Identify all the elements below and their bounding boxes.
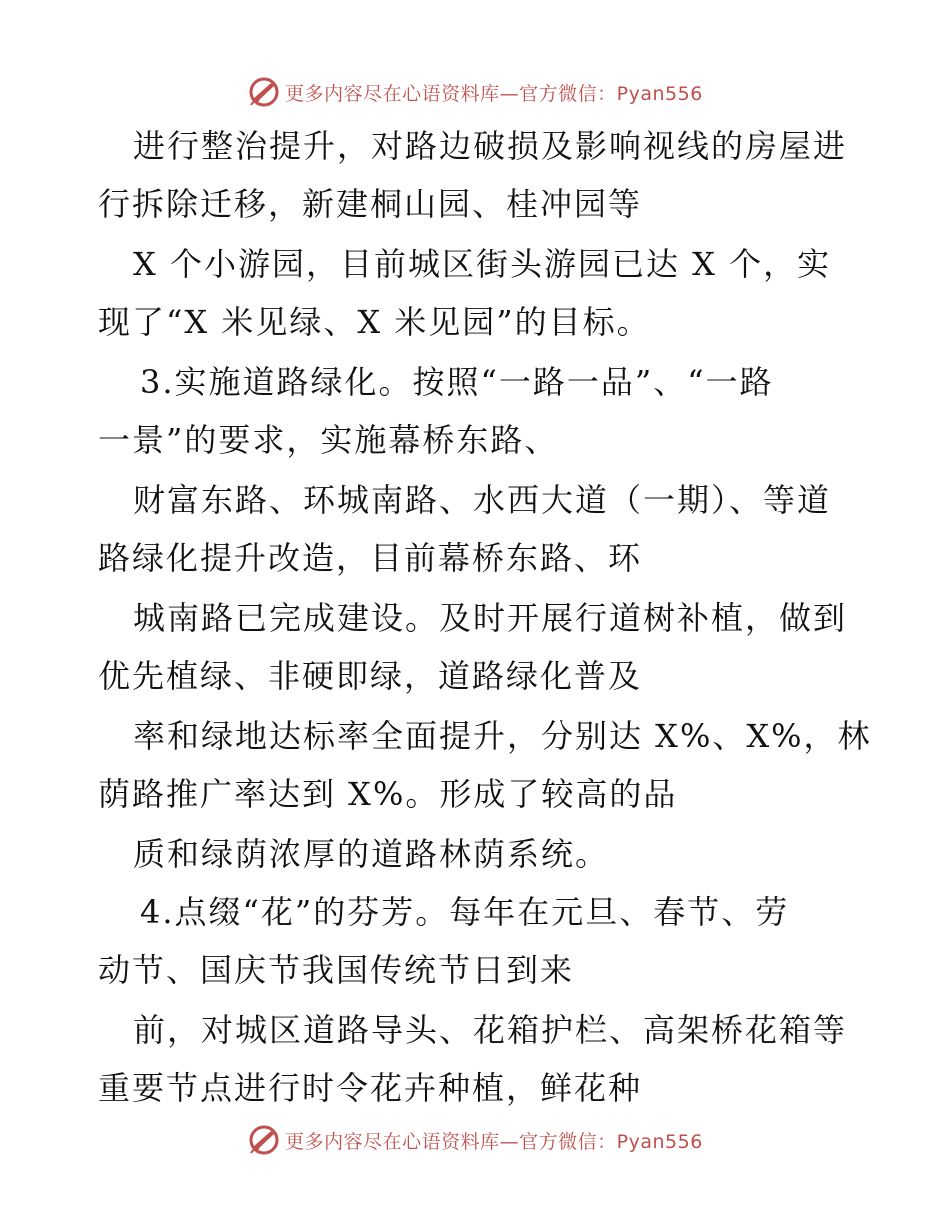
footer-banner-text: 更多内容尽在心语资料库—官方微信：Pyan556 xyxy=(285,1130,703,1153)
body-line: 优先植绿、非硬即绿，道路绿化普及 xyxy=(98,657,643,695)
body-line: 路绿化提升改造，目前幕桥东路、环 xyxy=(98,539,643,577)
body-line: 行拆除迁移，新建桐山园、桂冲园等 xyxy=(98,185,643,223)
body-line: 现了“X 米见绿、X 米见园”的目标。 xyxy=(98,303,651,341)
header-banner-text: 更多内容尽在心语资料库—官方微信：Pyan556 xyxy=(285,82,703,105)
body-line: 重要节点进行时令花卉种植，鲜花种 xyxy=(98,1069,643,1107)
body-line: 质和绿荫浓厚的道路林荫系统。 xyxy=(133,835,610,873)
body-line: 动节、国庆节我国传统节日到来 xyxy=(98,951,575,989)
body-line: 4.点缀“花”的芬芳。每年在元旦、春节、劳 xyxy=(140,893,790,931)
footer-banner xyxy=(0,1120,950,1160)
body-line: 城南路已完成建设。及时开展行道树补植，做到 xyxy=(133,599,848,637)
body-line: X 个小游园，目前城区街头游园已达 X 个，实 xyxy=(133,245,832,283)
pen-nib-logo-icon xyxy=(247,1123,281,1157)
body-line: 前，对城区道路导头、花箱护栏、高架桥花箱等 xyxy=(133,1011,848,1049)
body-line: 3.实施道路绿化。按照“一路一品”、“一路 xyxy=(140,363,774,401)
body-line: 荫路推广率达到 X%。形成了较高的品 xyxy=(98,775,678,813)
body-line: 进行整治提升，对路边破损及影响视线的房屋进 xyxy=(133,127,848,165)
body-line: 财富东路、环城南路、水西大道（一期）、等道 xyxy=(133,481,832,519)
body-line: 一景”的要求，实施幕桥东路、 xyxy=(98,421,559,459)
body-line: 率和绿地达标率全面提升，分别达 X%、X%，林 xyxy=(133,717,872,755)
